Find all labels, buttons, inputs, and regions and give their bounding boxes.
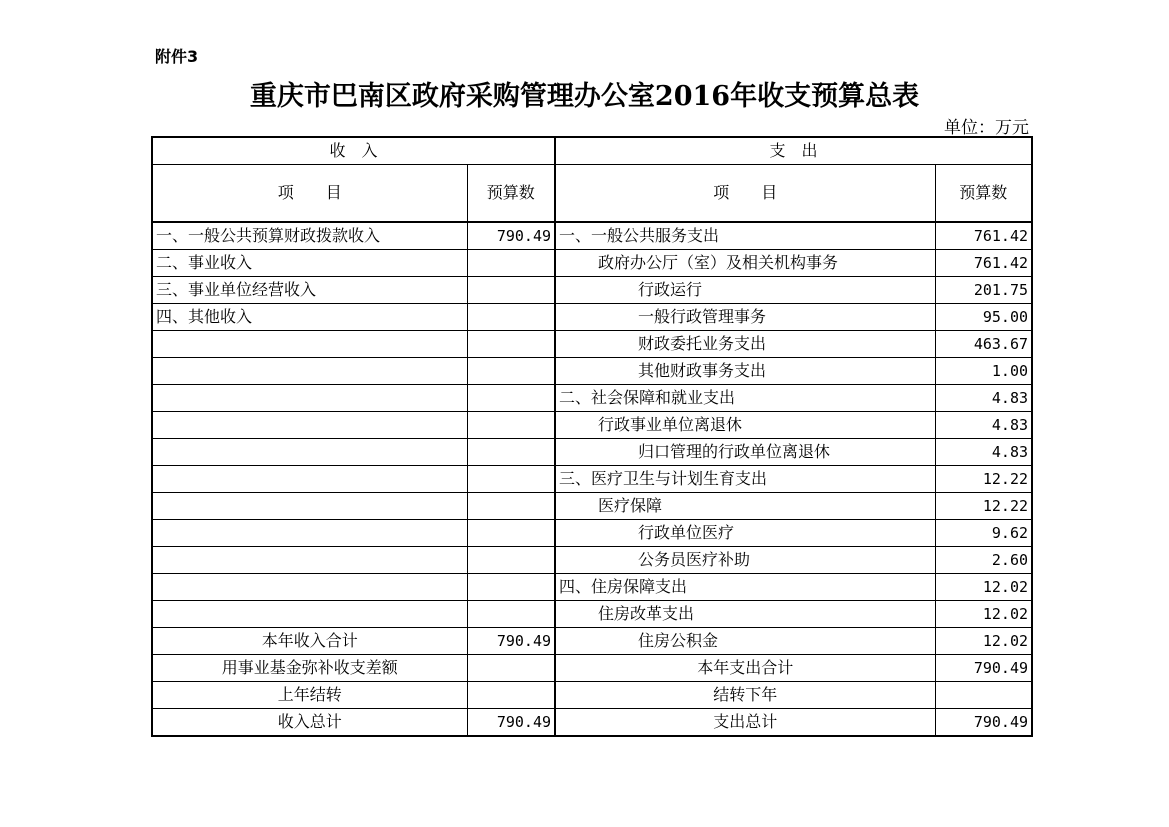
income-amount-cell: [467, 547, 555, 574]
expense-item-cell: 行政单位医疗: [555, 520, 935, 547]
page-title: 重庆市巴南区政府采购管理办公室2016年收支预算总表: [249, 81, 920, 112]
table-row: [152, 655, 1032, 682]
expense-amount-cell: 4.83: [935, 412, 1032, 439]
income-item-cell: 上年结转: [152, 682, 467, 709]
income-item-cell: 三、事业单位经营收入: [152, 277, 467, 304]
income-amount-cell: [467, 250, 555, 277]
table-row: [152, 250, 1032, 277]
income-amount-cell: 790.49: [467, 709, 555, 737]
budget-table: [151, 136, 1033, 737]
expense-amount-cell: 4.83: [935, 385, 1032, 412]
table-row: [152, 574, 1032, 601]
expense-amount-cell: 790.49: [935, 709, 1032, 737]
expense-amount-cell: 1.00: [935, 358, 1032, 385]
income-amount-cell: [467, 682, 555, 709]
income-amount-cell: [467, 574, 555, 601]
table-row: [152, 412, 1032, 439]
expense-amount-cell: 12.02: [935, 628, 1032, 655]
table-row: [152, 628, 1032, 655]
income-budget-header: 预算数: [467, 165, 555, 223]
expense-item-cell: 医疗保障: [555, 493, 935, 520]
table-row: [152, 547, 1032, 574]
income-amount-cell: [467, 331, 555, 358]
income-amount-cell: [467, 520, 555, 547]
income-item-cell: 二、事业收入: [152, 250, 467, 277]
income-amount-cell: 790.49: [467, 222, 555, 250]
expense-amount-cell: 9.62: [935, 520, 1032, 547]
table-row: [152, 331, 1032, 358]
attachment-label: 附件3: [155, 47, 199, 66]
unit-label: 单位：万元: [944, 118, 1029, 138]
expense-amount-cell: 95.00: [935, 304, 1032, 331]
income-item-cell: [152, 601, 467, 628]
income-item-cell: 收入总计: [152, 709, 467, 737]
expense-amount-cell: 201.75: [935, 277, 1032, 304]
income-amount-cell: [467, 277, 555, 304]
expense-item-cell: 归口管理的行政单位离退休: [555, 439, 935, 466]
expense-amount-cell: 761.42: [935, 250, 1032, 277]
expense-item-cell: 二、社会保障和就业支出: [555, 385, 935, 412]
expense-item-cell: 公务员医疗补助: [555, 547, 935, 574]
expense-amount-cell: 12.02: [935, 601, 1032, 628]
income-item-cell: [152, 439, 467, 466]
table-row: [152, 601, 1032, 628]
expense-item-cell: 政府办公厅（室）及相关机构事务: [555, 250, 935, 277]
income-item-cell: 四、其他收入: [152, 304, 467, 331]
table-row: [152, 682, 1032, 709]
income-amount-cell: [467, 601, 555, 628]
expense-item-cell: 一、一般公共服务支出: [555, 222, 935, 250]
income-amount-cell: [467, 493, 555, 520]
income-item-cell: [152, 547, 467, 574]
income-item-cell: 一、一般公共预算财政拨款收入: [152, 222, 467, 250]
expense-amount-cell: 4.83: [935, 439, 1032, 466]
table-row: [152, 466, 1032, 493]
expense-budget-header: 预算数: [935, 165, 1032, 223]
income-amount-cell: 790.49: [467, 628, 555, 655]
income-amount-cell: [467, 385, 555, 412]
expense-item-cell: 住房改革支出: [555, 601, 935, 628]
table-row: [152, 277, 1032, 304]
income-item-cell: [152, 574, 467, 601]
expense-item-cell: 本年支出合计: [555, 655, 935, 682]
table-row: [152, 222, 1032, 250]
expense-amount-cell: 790.49: [935, 655, 1032, 682]
expense-item-cell: 一般行政管理事务: [555, 304, 935, 331]
income-amount-cell: [467, 304, 555, 331]
expense-item-cell: 其他财政事务支出: [555, 358, 935, 385]
income-amount-cell: [467, 439, 555, 466]
income-item-cell: [152, 358, 467, 385]
expense-item-cell: 结转下年: [555, 682, 935, 709]
income-amount-cell: [467, 412, 555, 439]
income-amount-cell: [467, 358, 555, 385]
income-item-cell: [152, 520, 467, 547]
expense-section-header: 支 出: [555, 137, 1032, 165]
expense-item-header: 项 目: [555, 165, 935, 223]
income-amount-cell: [467, 655, 555, 682]
table-row: [152, 493, 1032, 520]
expense-amount-cell: [935, 682, 1032, 709]
expense-amount-cell: 761.42: [935, 222, 1032, 250]
table-row: [152, 520, 1032, 547]
income-item-cell: 本年收入合计: [152, 628, 467, 655]
table-row: [152, 709, 1032, 737]
expense-item-cell: 住房公积金: [555, 628, 935, 655]
income-item-cell: [152, 493, 467, 520]
expense-item-cell: 支出总计: [555, 709, 935, 737]
table-row: [152, 385, 1032, 412]
expense-item-cell: 四、住房保障支出: [555, 574, 935, 601]
income-item-cell: [152, 385, 467, 412]
section-header-row: [152, 137, 1032, 165]
income-item-cell: [152, 412, 467, 439]
income-item-cell: [152, 331, 467, 358]
expense-amount-cell: 12.02: [935, 574, 1032, 601]
expense-amount-cell: 12.22: [935, 493, 1032, 520]
expense-amount-cell: 2.60: [935, 547, 1032, 574]
income-item-cell: 用事业基金弥补收支差额: [152, 655, 467, 682]
expense-amount-cell: 463.67: [935, 331, 1032, 358]
expense-item-cell: 三、医疗卫生与计划生育支出: [555, 466, 935, 493]
expense-item-cell: 财政委托业务支出: [555, 331, 935, 358]
table-row: [152, 358, 1032, 385]
table-row: [152, 439, 1032, 466]
income-amount-cell: [467, 466, 555, 493]
income-item-header: 项 目: [152, 165, 467, 223]
expense-amount-cell: 12.22: [935, 466, 1032, 493]
income-item-cell: [152, 466, 467, 493]
expense-item-cell: 行政事业单位离退休: [555, 412, 935, 439]
income-section-header: 收 入: [152, 137, 555, 165]
column-header-row: [152, 165, 1032, 223]
table-row: [152, 304, 1032, 331]
expense-item-cell: 行政运行: [555, 277, 935, 304]
